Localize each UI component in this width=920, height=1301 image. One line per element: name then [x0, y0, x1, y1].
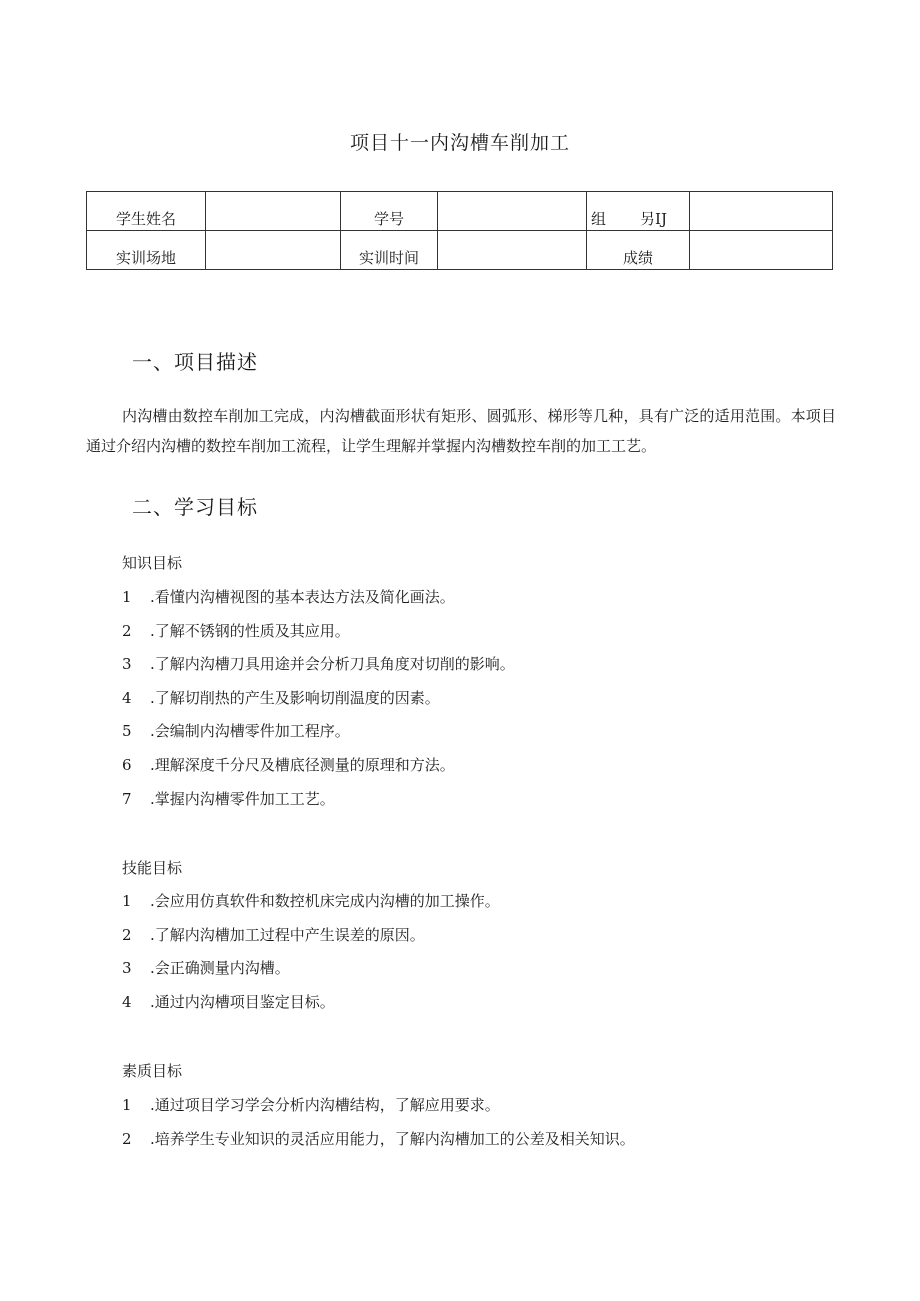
- score-label: 成绩: [587, 231, 690, 270]
- student-name-cell[interactable]: [206, 192, 341, 231]
- list-item: 3 .了解内沟槽刀具用途并会分析刀具角度对切削的影响。: [122, 655, 515, 673]
- list-item: 4 .了解切削热的产生及影响切削温度的因素。: [122, 689, 440, 707]
- section1-heading: 一、项目描述: [132, 350, 258, 374]
- list-item: 5 .会编制内沟槽零件加工程序。: [122, 722, 350, 740]
- time-cell[interactable]: [438, 231, 587, 270]
- student-name-label: 学生姓名: [87, 192, 206, 231]
- list-item: 1 .通过项目学习学会分析内沟槽结构，了解应用要求。: [122, 1096, 500, 1114]
- group-label-a: 组: [591, 210, 607, 228]
- list-item: 3 .会正确测量内沟槽。: [122, 959, 290, 977]
- list-item: 2 .了解不锈钢的性质及其应用。: [122, 622, 350, 640]
- section1-paragraph: 内沟槽由数控车削加工完成，内沟槽截面形状有矩形、圆弧形、梯形等几种，具有广泛的适用范围。本项目通过介绍内沟槽的数控车削加工流程，让学生理解并掌握内沟槽数控车削的加工工艺。: [86, 407, 836, 455]
- group-cell[interactable]: [690, 192, 833, 231]
- list-item: 1 .会应用仿真软件和数控机床完成内沟槽的加工操作。: [122, 892, 500, 910]
- student-id-cell[interactable]: [438, 192, 587, 231]
- student-info-table: [86, 191, 833, 270]
- page-title: 项目十一内沟槽车削加工: [349, 132, 570, 154]
- table-row: [87, 231, 833, 270]
- score-cell[interactable]: [690, 231, 833, 270]
- student-id-label: 学号: [341, 192, 438, 231]
- list-item: 4 .通过内沟槽项目鉴定目标。: [122, 993, 335, 1011]
- time-label: 实训时间: [341, 231, 438, 270]
- section2-heading: 二、学习目标: [132, 495, 258, 519]
- quality-goals-title: 素质目标: [122, 1062, 183, 1080]
- group-label: [587, 192, 690, 231]
- group-label-b: 另IJ: [640, 210, 667, 228]
- list-item: 1 .看懂内沟槽视图的基本表达方法及简化画法。: [122, 588, 455, 606]
- list-item: 6 .理解深度千分尺及槽底径测量的原理和方法。: [122, 756, 455, 774]
- knowledge-goals-title: 知识目标: [122, 554, 183, 572]
- site-cell[interactable]: [206, 231, 341, 270]
- list-item: 7 .掌握内沟槽零件加工工艺。: [122, 790, 335, 808]
- skill-goals-title: 技能目标: [122, 859, 183, 877]
- table-row: [87, 192, 833, 231]
- list-item: 2 .培养学生专业知识的灵活应用能力，了解内沟槽加工的公差及相关知识。: [122, 1130, 635, 1148]
- list-item: 2 .了解内沟槽加工过程中产生误差的原因。: [122, 926, 425, 944]
- site-label: 实训场地: [87, 231, 206, 270]
